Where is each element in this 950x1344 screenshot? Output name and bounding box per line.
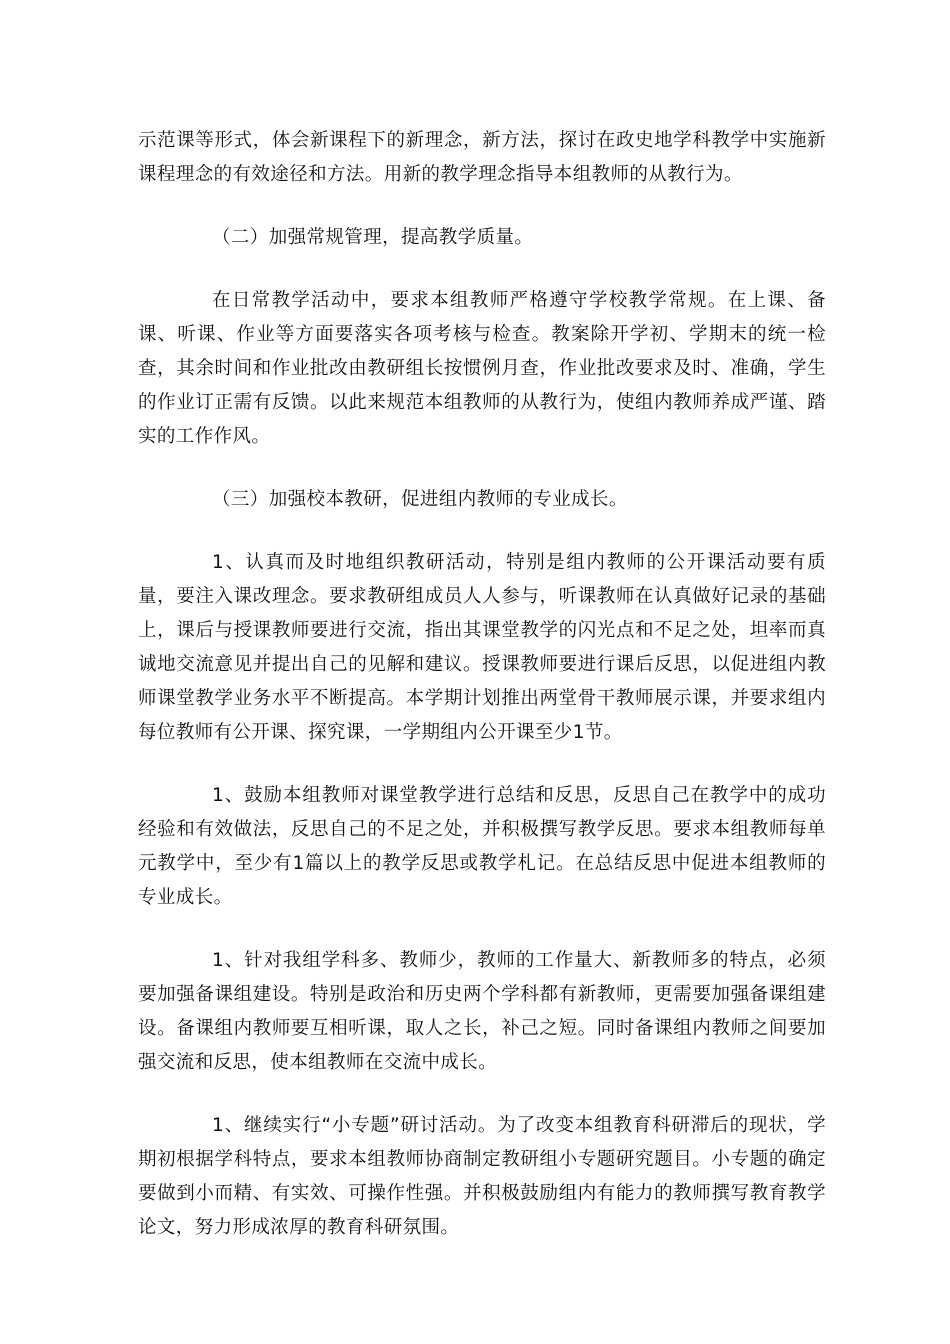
- section-heading-2: （二）加强常规管理，提高教学质量。: [212, 227, 534, 248]
- paragraph-special-topic: 1、继续实行“小专题”研讨活动。为了改变本组教育科研滞后的现状，学期初根据学科特点，要求本组教师协商制定教研组小专题研究题目。小专题的确定要做到小而精、有实效、可操作性强。并积极鼓励组内有能力的教师撰写教育教学论文，努力形成浓厚的教育科研氛围。: [138, 1115, 826, 1238]
- paragraph-routine-management: 在日常教学活动中，要求本组教师严格遵守学校教学常规。在上课、备课、听课、作业等方面要落实各项考核与检查。教案除开学初、学期末的统一检查，其余时间和作业批改由教研组长按惯例月查，作业批改要求及时、准确，学生的作业订正需有反馈。以此来规范本组教师的从教行为，使组内教师养成严谨、踏实的工作作风。: [138, 290, 826, 447]
- section-heading-3: （三）加强校本教研，促进组内教师的专业成长。: [212, 489, 628, 510]
- paragraph-reflection: 1、鼓励本组教师对课堂教学进行总结和反思，反思自己在教学中的成功经验和有效做法，反思自己的不足之处，并积极撰写教学反思。要求本组教师每单元教学中，至少有1篇以上的教学反思或教学札记。在总结反思中促进本组教师的专业成长。: [138, 785, 826, 908]
- document-body: [138, 124, 826, 1274]
- paragraph-lesson-prep-group: 1、针对我组学科多、教师少，教师的工作量大、新教师多的特点，必须要加强备课组建设。特别是政治和历史两个学科都有新教师，更需要加强备课组建设。备课组内教师要互相听课，取人之长，补己之短。同时备课组内教师之间要加强交流和反思，使本组教师在交流中成长。: [138, 950, 826, 1073]
- paragraph-continuation: 示范课等形式，体会新课程下的新理念，新方法，探讨在政史地学科教学中实施新课程理念的有效途径和方法。用新的教学理念指导本组教师的从教行为。: [138, 130, 826, 185]
- paragraph-teaching-research: 1、认真而及时地组织教研活动，特别是组内教师的公开课活动要有质量，要注入课改理念。要求教研组成员人人参与，听课教师在认真做好记录的基础上，课后与授课教师要进行交流，指出其课堂教学的闪光点和不足之处，坦率而真诚地交流意见并提出自己的见解和建议。授课教师要进行课后反思，以促进组内教师课堂教学业务水平不断提高。本学期计划推出两堂骨干教师展示课，并要求组内每位教师有公开课、探究课，一学期组内公开课至少1节。: [138, 552, 826, 743]
